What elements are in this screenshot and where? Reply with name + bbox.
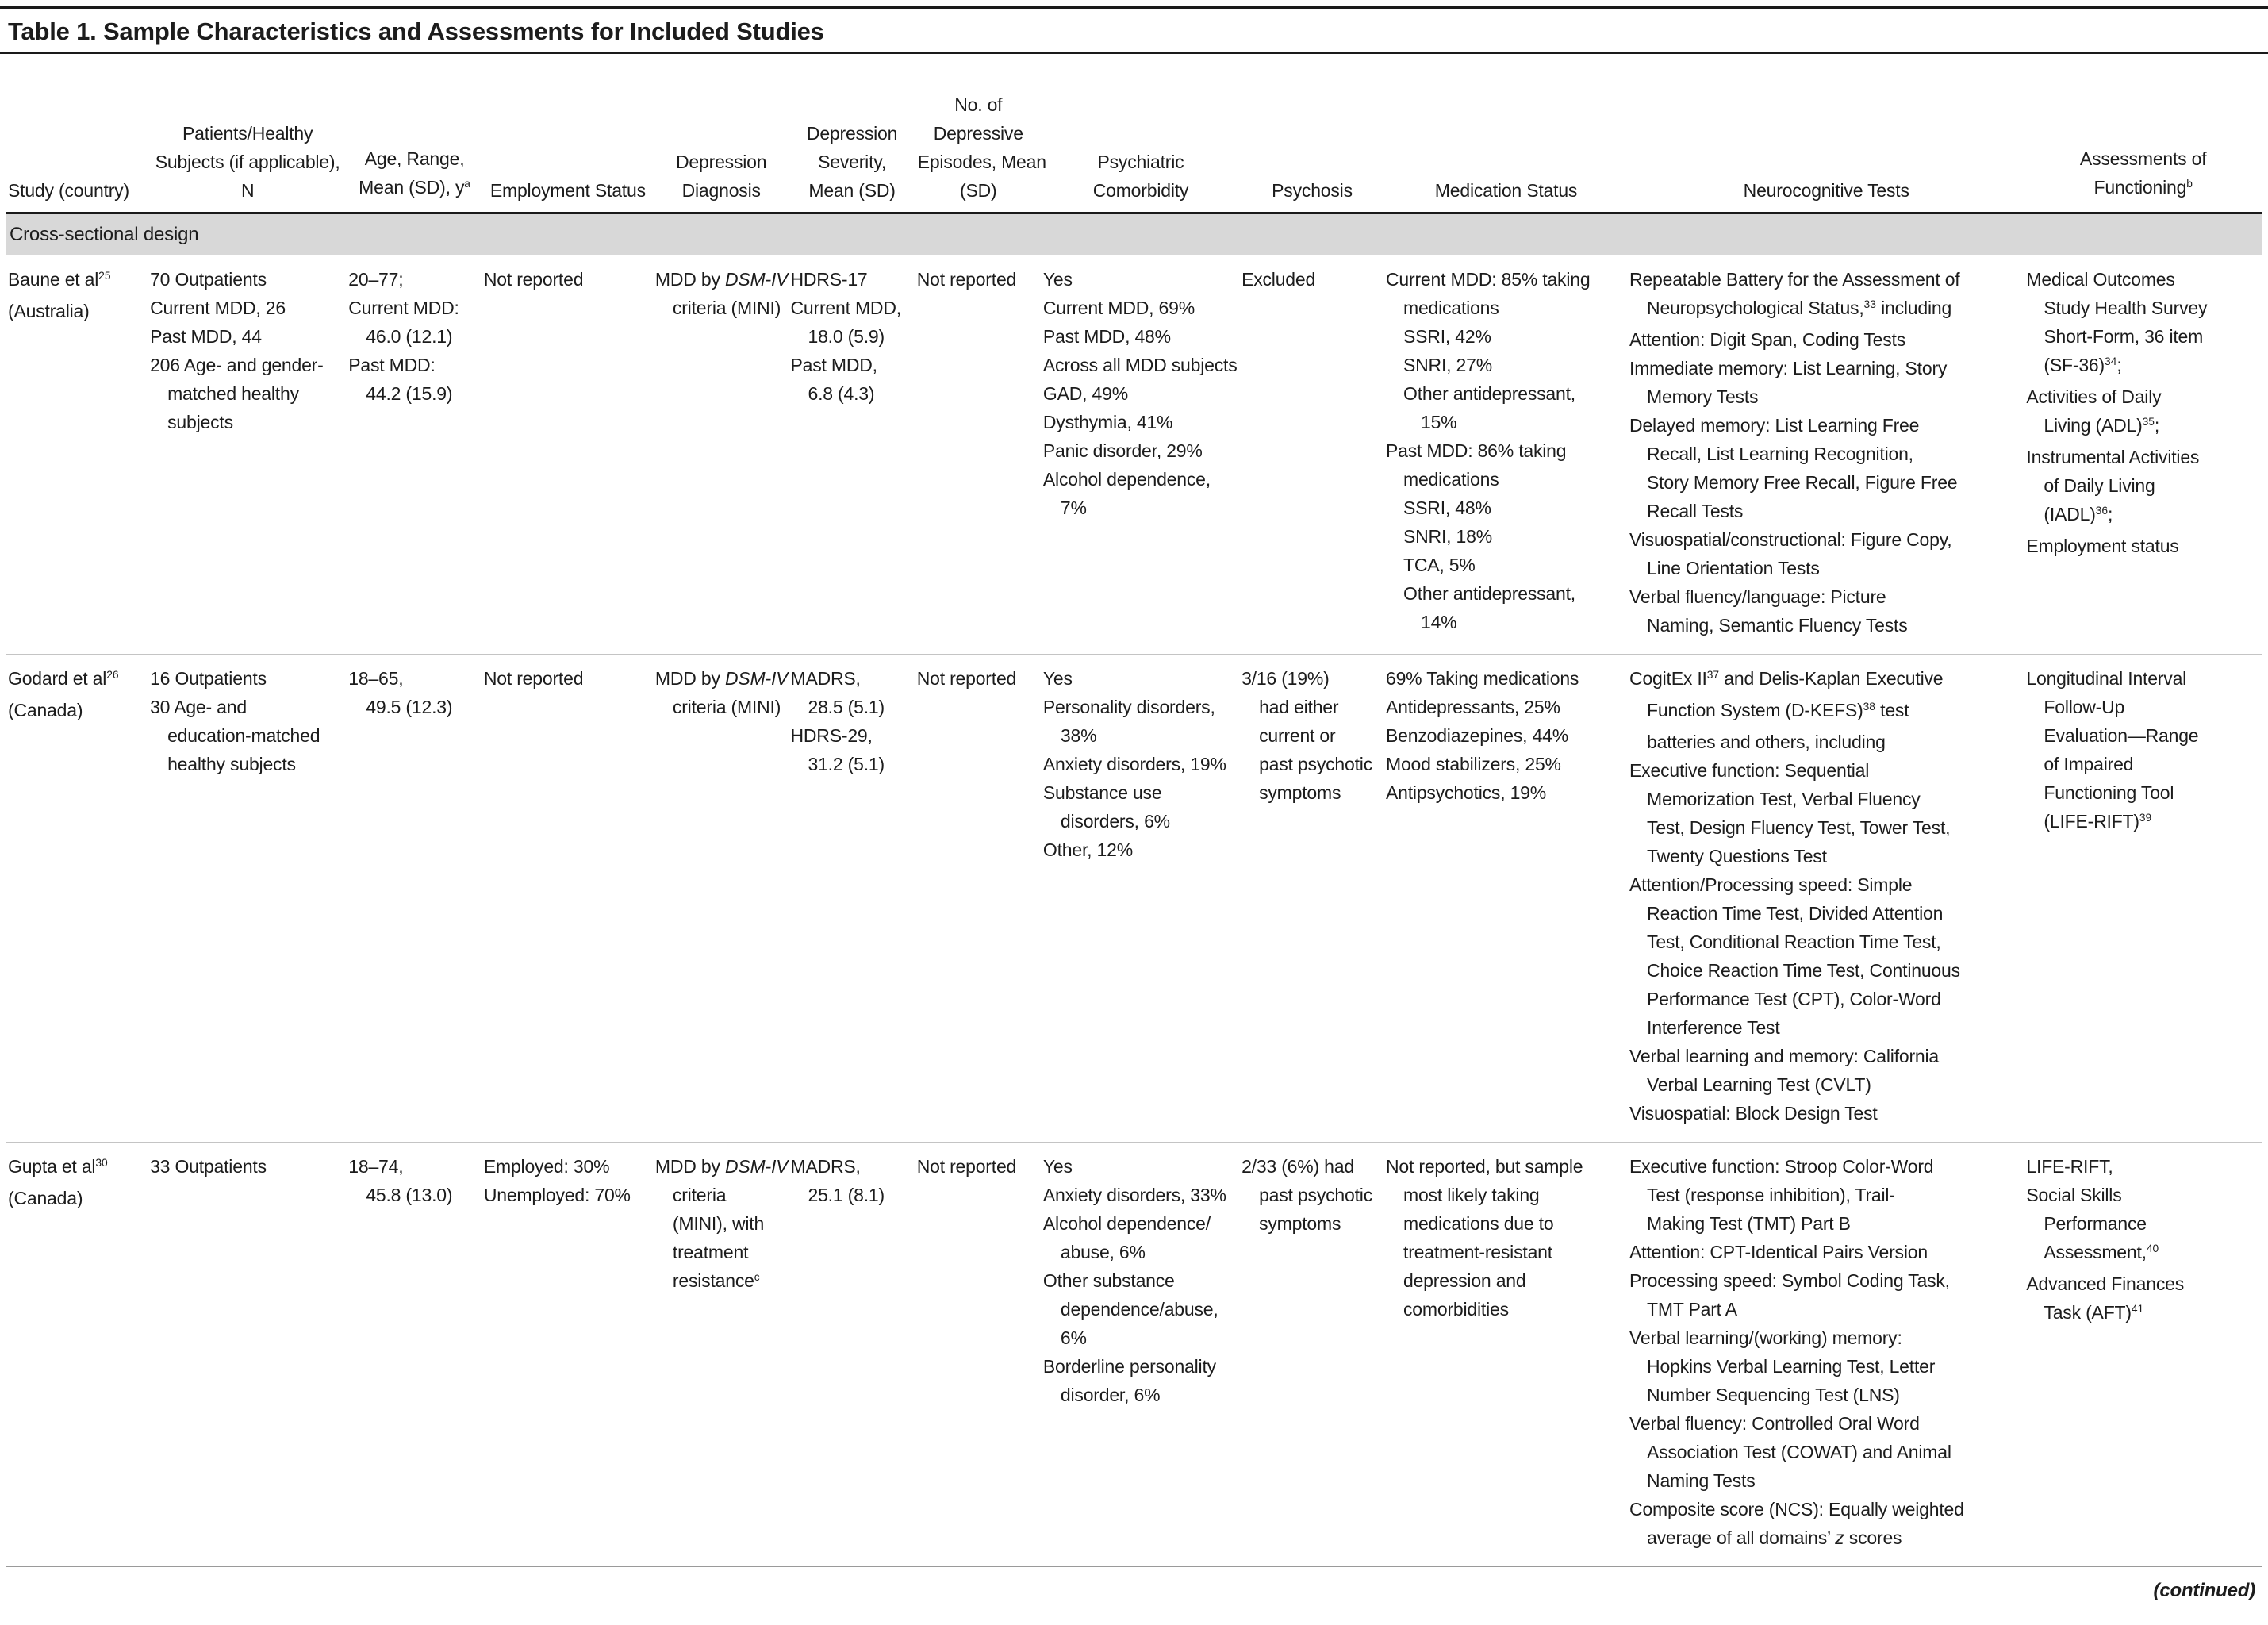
cell-line: CogitEx II$^{37}$ and Delis-Kaplan Executive [1629,667,1944,689]
cell-line: Attention: CPT-Identical Pairs Version [1629,1241,1928,1262]
cell-line: past psychotic [1259,753,1373,774]
cell-line: Number Sequencing Test (LNS) [1647,1384,1900,1405]
cell-line: $(SF-36)^{34}$; [2044,354,2122,375]
cell-line: 7% [1060,497,1087,518]
table-cell [1384,255,1628,655]
table-cell [347,1142,482,1566]
cell-line: resistance$^c$ [672,1270,760,1291]
table-cell [148,654,347,1142]
cell-line: Verbal learning/(working) memory: [1629,1327,1902,1348]
cell-line: Executive function: Sequential [1629,759,1870,781]
table-cell [482,255,654,655]
cell-line: Medical Outcomes [2026,268,2175,290]
cell-line: Diagnosis [681,179,761,201]
table-cell [915,255,1042,655]
cell-line: HDRS-29, [790,724,873,746]
table-cell [1042,255,1240,655]
cell-line: criteria [672,1184,727,1205]
cell-line: comorbidities [1403,1298,1509,1320]
cell-line: symptoms [1259,1212,1341,1234]
table-cell [1628,654,2024,1142]
cell-line: Memory Tests [1647,386,1759,407]
cell-line: medications [1403,297,1499,318]
cell-line: Current MDD: 85% taking [1386,268,1591,290]
cell-line: MDD by DSM-IV [654,667,789,689]
cell-line: Not reported [916,1155,1017,1177]
cell-line: Subjects (if applicable), [155,151,340,172]
cell-line: Yes [1042,268,1073,290]
cell-line: Severity, [818,151,887,172]
cell-line: MADRS, [790,667,861,689]
cell-line: (IADL)$^{36}$; [2044,503,2113,524]
cell-line: TMT Part A [1647,1298,1737,1320]
cell-line: Attention: Digit Span, Coding Tests [1629,328,1906,350]
column-header-comorbidity [1042,54,1240,213]
cell-line: Evaluation—Range [2044,724,2199,746]
cell-line: Delayed memory: List Learning Free [1629,414,1920,436]
cell-line: Test, Design Fluency Test, Tower Test, [1647,816,1951,838]
column-header-episodes [915,54,1046,213]
cell-line: Medication Status [1434,179,1578,201]
cell-line: Past MDD, [790,354,877,375]
cell-line: Follow-Up [2044,696,2125,717]
studies-table [6,54,2262,1567]
cell-line: 16 Outpatients [150,667,267,689]
cell-line: Current MDD, [790,297,901,318]
cell-line: Past MDD: [348,354,436,375]
cell-line: Across all MDD subjects [1042,354,1238,375]
cell-line: medications [1403,468,1499,490]
cell-line: matched healthy [167,382,299,404]
cell-line: Psychosis [1272,179,1353,201]
cell-line: 31.2 (5.1) [808,753,885,774]
cell-line: 44.2 (15.9) [366,382,453,404]
table-cell [148,1142,347,1566]
cell-line: Twenty Questions Test [1647,845,1827,866]
cell-line: criteria (MINI) [672,297,781,318]
cell-line: 20–77; [348,268,404,290]
cell-line: symptoms [1259,782,1341,803]
cell-line: Assessment,$^{40}$ [2044,1241,2159,1262]
cell-line: current or [1259,724,1336,746]
cell-line: had either [1259,696,1339,717]
cell-line: Anxiety disorders, 33% [1042,1184,1226,1205]
table-cell [2024,654,2262,1142]
cell-line: 206 Age- and gender- [150,354,324,375]
cell-line: N [240,179,255,201]
cell-line: Neurocognitive Tests [1743,179,1909,201]
cell-line: Instrumental Activities [2026,446,2200,467]
cell-line: Study Health Survey [2044,297,2208,318]
cell-line: Visuospatial: Block Design Test [1629,1102,1878,1124]
cell-line: Benzodiazepines, 44% [1386,724,1568,746]
table-cell [2024,255,2262,655]
cell-line: Making Test (TMT) Part B [1647,1212,1851,1234]
column-header-age [347,54,482,213]
cell-line: 49.5 (12.3) [366,696,453,717]
cell-line: Recall Tests [1647,500,1744,521]
cell-line: Advanced Finances [2026,1273,2185,1294]
cell-line: Mean (SD), $y^a$ [359,176,470,198]
cell-line: Panic disorder, 29% [1042,440,1203,461]
cell-line: 6% [1060,1327,1087,1348]
cell-line: Verbal fluency/language: Picture [1629,586,1886,607]
cell-line: of Impaired [2044,753,2134,774]
cell-line: past psychotic [1259,1184,1373,1205]
cell-line: 18.0 (5.9) [808,325,885,347]
table-cell [1384,654,1628,1142]
cell-line: MDD by DSM-IV [654,268,789,290]
cell-line: (SD) [960,179,997,201]
column-header-functioning [2024,54,2262,213]
cell-line: Memorization Test, Verbal Fluency [1647,788,1921,809]
cell-line: Excluded [1241,268,1316,290]
table-cell [347,255,482,655]
cell-line: Baune et $al^{25}$ [8,268,111,290]
cell-line: 33 Outpatients [150,1155,267,1177]
cell-line: 18–74, [348,1155,404,1177]
cell-line: Past MDD: 86% taking [1386,440,1567,461]
table-cell [789,1142,915,1566]
cell-line: Current MDD, 26 [150,297,286,318]
cell-line: abuse, 6% [1060,1241,1146,1262]
cell-line: HDRS-17 [790,268,868,290]
cell-line: TCA, 5% [1403,554,1476,575]
cell-line: Not reported [916,268,1017,290]
cell-line: subjects [167,411,233,432]
cell-line: 18–65, [348,667,404,689]
cell-line: Past MDD, 48% [1042,325,1171,347]
cell-line: Interference Test [1647,1016,1780,1038]
table-cell [654,654,789,1142]
cell-line: 69% Taking medications [1386,667,1579,689]
cell-line: Dysthymia, 41% [1042,411,1173,432]
table-cell [1240,255,1384,655]
table-cell [1240,654,1384,1142]
column-header-psychosis [1240,54,1384,213]
table-title: Table 1. Sample Characteristics and Assessments for Included Studies [8,17,824,45]
continued-note: (continued) [2153,1579,2255,1601]
cell-line: 45.8 (13.0) [366,1184,453,1205]
table-row-gupta [6,1142,2262,1566]
cell-line: Story Memory Free Recall, Figure Free [1647,471,1958,493]
cell-line: Yes [1042,1155,1073,1177]
column-header-medication [1384,54,1628,213]
cell-line: MDD by DSM-IV [654,1155,789,1177]
table-cell [2024,1142,2262,1566]
cell-line: Not reported [483,667,584,689]
cell-line: Social Skills [2026,1184,2122,1205]
cell-line: GAD, 49% [1042,382,1128,404]
table-cell [789,255,915,655]
cell-line: Depressive [933,122,1023,144]
table-cell [347,654,482,1142]
cell-line: 28.5 (5.1) [808,696,885,717]
cell-line: Repeatable Battery for the Assessment of [1629,268,1960,290]
cell-line: 25.1 (8.1) [808,1184,885,1205]
cell-line: Mean (SD) [808,179,896,201]
cell-line: (Canada) [8,1187,83,1208]
cell-line: 30 Age- and [150,696,247,717]
cell-line: SSRI, 42% [1403,325,1491,347]
cell-line: (Canada) [8,699,83,720]
column-header-patients [148,54,347,213]
cell-line: Choice Reaction Time Test, Continuous [1647,959,1960,981]
table-row-godard [6,654,2262,1142]
cell-line: 46.0 (12.1) [366,325,453,347]
cell-line: Test (response inhibition), Trail- [1647,1184,1895,1205]
cell-line: treatment [672,1241,749,1262]
table-cell [1384,1142,1628,1566]
cell-line: Other, 12% [1042,839,1133,860]
cell-line: Visuospatial/constructional: Figure Copy, [1629,528,1952,550]
cell-line: Task (AFT)$^{41}$ [2044,1301,2144,1323]
cell-line: Current MDD, 69% [1042,297,1195,318]
cell-line: Function System (D-KEFS)$^{38}$ test [1647,699,1909,720]
cell-line: 15% [1421,411,1457,432]
cell-line: Attention/Processing speed: Simple [1629,874,1913,895]
cell-line: Immediate memory: List Learning, Story [1629,357,1948,378]
cell-line: Executive function: Stroop Color-Word [1629,1155,1934,1177]
cell-line: Verbal learning and memory: California [1629,1045,1940,1066]
cell-line: criteria (MINI) [672,696,781,717]
cell-line: disorders, 6% [1060,810,1170,832]
cell-line: Not reported [483,268,584,290]
cell-line: Comorbidity [1092,179,1189,201]
cell-line: Mood stabilizers, 25% [1386,753,1561,774]
cell-line: average of all domains’ z scores [1647,1527,1902,1548]
cell-line: Other antidepressant, [1403,382,1575,404]
cell-line: Short-Form, 36 item [2044,325,2204,347]
cell-line: Employed: 30% [483,1155,610,1177]
cell-line: Past MDD, 44 [150,325,262,347]
cell-line: LIFE-RIFT, [2026,1155,2113,1177]
cell-line: education-matched [167,724,320,746]
table-cell [915,654,1042,1142]
cell-line: batteries and others, including [1647,731,1886,752]
cell-line: Processing speed: Symbol Coding Task, [1629,1270,1950,1291]
cell-line: Longitudinal Interval [2026,667,2187,689]
cell-line: Godard et $al^{26}$ [8,667,119,689]
cell-line: Gupta et $al^{30}$ [8,1155,108,1177]
cell-line: Alcohol dependence, [1042,468,1211,490]
cell-line: 38% [1060,724,1097,746]
cell-line: Other antidepressant, [1403,582,1575,604]
cell-line: Hopkins Verbal Learning Test, Letter [1647,1355,1936,1377]
cell-line: SNRI, 27% [1403,354,1492,375]
cell-line: dependence/abuse, [1060,1298,1218,1320]
cell-line: Patients/Healthy [182,122,313,144]
cell-line: Antidepressants, 25% [1386,696,1560,717]
cell-line: Not reported [916,667,1017,689]
cell-line: Verbal Learning Test (CVLT) [1647,1074,1871,1095]
column-header-severity [789,54,915,213]
cell-line: 70 Outpatients [150,268,267,290]
cell-line: medications due to [1403,1212,1554,1234]
table-cell [1042,1142,1240,1566]
cell-line: Assessments of [2079,148,2207,169]
table-cell [1628,1142,2024,1566]
cell-line: Reaction Time Test, Divided Attention [1647,902,1944,924]
table-cell [654,1142,789,1566]
table-cell [789,654,915,1142]
cell-line: Borderline personality [1042,1355,1216,1377]
cell-line: of Daily Living [2044,474,2155,496]
table-cell [1240,1142,1384,1566]
cell-line: Activities of Daily [2026,386,2162,407]
cell-line: Performance Test (CPT), Color-Word [1647,988,1941,1009]
cell-line: Personality disorders, [1042,696,1215,717]
cell-line: No. of [954,94,1003,115]
cell-line: Association Test (COWAT) and Animal [1647,1441,1951,1462]
cell-line: Current MDD: [348,297,459,318]
table-cell [482,654,654,1142]
cell-line: Test, Conditional Reaction Time Test, [1647,931,1941,952]
cell-line: Performance [2044,1212,2147,1234]
table-cell [6,654,148,1142]
cell-line: Study (country) [8,179,129,201]
cell-line: Alcohol dependence/ [1042,1212,1211,1234]
table-row-baune [6,255,2262,655]
cell-line: 14% [1421,611,1457,632]
cell-line: Employment status [2026,535,2179,556]
cell-line: Verbal fluency: Controlled Oral Word [1629,1412,1920,1434]
column-header-diagnosis [654,54,789,213]
header-row [6,54,2262,213]
table-cell [1628,255,2024,655]
table-cell [915,1142,1042,1566]
cell-line: Antipsychotics, 19% [1386,782,1547,803]
cell-line: Anxiety disorders, 19% [1042,753,1226,774]
cell-line: 3/16 (19%) [1241,667,1330,689]
cell-line: (Australia) [8,300,90,321]
cell-line: Naming, Semantic Fluency Tests [1647,614,1908,636]
table-cell [6,1142,148,1566]
cell-line: (LIFE-RIFT)$^{39}$ [2044,810,2152,832]
cell-line: Functioning Tool [2044,782,2174,803]
cell-line: Not reported, but sample [1386,1155,1583,1177]
cell-line: most likely taking [1403,1184,1540,1205]
cell-line: treatment-resistant [1403,1241,1552,1262]
cell-line: Line Orientation Tests [1647,557,1820,578]
cell-line: Neuropsychological Status,$^{33}$ including [1647,297,1952,318]
cell-line: SSRI, 48% [1403,497,1491,518]
table-cell [654,255,789,655]
column-header-neurocognitive [1628,54,2024,213]
cell-line: (MINI), with [672,1212,765,1234]
cell-line: Recall, List Learning Recognition, [1647,443,1913,464]
cell-line: disorder, 6% [1060,1384,1161,1405]
column-header-study [6,54,148,213]
cell-line: Other substance [1042,1270,1175,1291]
cell-line: 6.8 (4.3) [808,382,875,404]
cell-line: Composite score (NCS): Equally weighted [1629,1498,1964,1519]
cell-line: Yes [1042,667,1073,689]
table-cell [482,1142,654,1566]
cell-line: SNRI, 18% [1403,525,1492,547]
section-row [6,213,2262,255]
cell-line: Functioning$^b$ [2093,176,2193,198]
column-header-employment [482,54,654,213]
cell-line: Episodes, Mean [917,151,1046,172]
cell-line: 2/33 (6%) had [1241,1155,1354,1177]
cell-line: Unemployed: 70% [483,1184,631,1205]
cell-line: Depression [676,151,767,172]
cell-line: Employment Status [489,179,646,201]
section-label: Cross-sectional design [6,213,2262,255]
cell-line: Living (ADL)$^{35}$; [2044,414,2160,436]
cell-line: Substance use [1042,782,1162,803]
cell-line: Age, Range, [364,148,465,169]
cell-line: Depression [806,122,898,144]
cell-line: Naming Tests [1647,1469,1756,1491]
cell-line: MADRS, [790,1155,861,1177]
table-cell [6,255,148,655]
cell-line: depression and [1403,1270,1526,1291]
table-cell [1042,654,1240,1142]
table-cell [148,255,347,655]
cell-line: Psychiatric [1097,151,1184,172]
cell-line: healthy subjects [167,753,296,774]
